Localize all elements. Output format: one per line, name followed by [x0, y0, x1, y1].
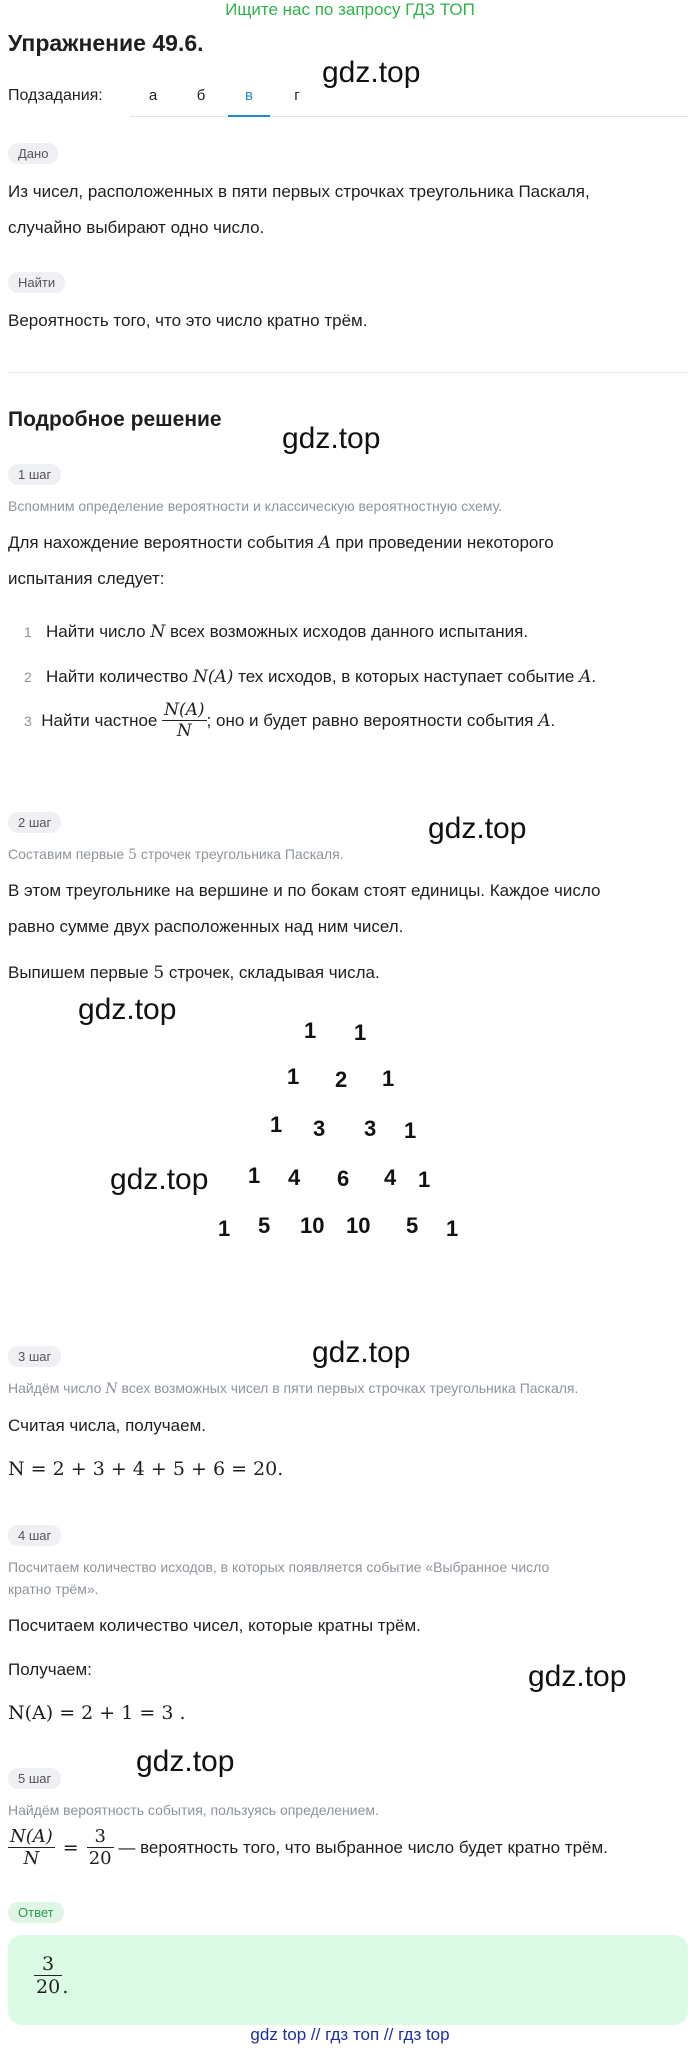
find-badge: Найти	[8, 272, 65, 293]
triangle-number: 5	[406, 1213, 419, 1238]
step4-badge: 4 шаг	[8, 1525, 61, 1546]
step4-hint-1: Посчитаем количество исходов, в которых появляется событие «Выбранное число	[8, 1559, 550, 1575]
tab-a[interactable]: а	[148, 87, 158, 104]
step4-hint-2: кратно трём».	[8, 1581, 99, 1597]
watermark: gdz.top	[282, 422, 381, 455]
triangle-number: 1	[270, 1112, 283, 1137]
triangle-number: 1	[248, 1163, 261, 1188]
fraction: $\frac{3}{20}$	[36, 1953, 61, 1998]
triangle-number: 1	[382, 1066, 395, 1091]
step2-line-3: Выпишем первые 5 строчек, складывая числа.	[8, 963, 380, 983]
step1-line-2: испытания следует:	[8, 569, 165, 588]
step3-badge: 3 шаг	[8, 1346, 61, 1367]
triangle-number: 5	[258, 1213, 271, 1238]
tab-v[interactable]: в	[228, 87, 270, 117]
triangle-number: 10	[300, 1213, 325, 1238]
step4-line-2: Получаем:	[8, 1660, 92, 1679]
step5-result: $\frac{N(A)}{N}$ = $\frac{3}{20}$ — вероятность того, что выбранное число будет кратно трём.	[10, 1826, 608, 1869]
step4-formula: N(A) = 2 + 1 = 3 .	[8, 1702, 186, 1724]
footer-links[interactable]: gdz top // гдз топ // гдз top	[250, 2025, 450, 2044]
watermark: gdz.top	[428, 812, 527, 845]
step2-hint: Составим первые 5 строчек треугольника Паскаля.	[8, 846, 344, 863]
subtasks-tabs	[130, 78, 688, 117]
triangle-number: 10	[346, 1213, 371, 1238]
solution-title: Подробное решение	[8, 408, 222, 431]
triangle-number: 1	[218, 1216, 231, 1241]
step2-line-1: В этом треугольнике на вершине и по бокам стоят единицы. Каждое число	[8, 881, 601, 900]
triangle-number: 1	[287, 1064, 300, 1089]
step2-line-2: равно сумме двух расположенных над ним чисел.	[8, 917, 404, 936]
triangle-number: 3	[313, 1116, 326, 1141]
step5-badge: 5 шаг	[8, 1768, 61, 1789]
triangle-number: 4	[288, 1165, 301, 1190]
tab-b[interactable]: б	[196, 87, 206, 104]
step5-hint: Найдём вероятность события, пользуясь определением.	[8, 1802, 379, 1818]
step1-hint: Вспомним определение вероятности и классическую вероятностную схему.	[8, 498, 503, 514]
watermark: gdz.top	[110, 1163, 209, 1196]
given-line-1: Из чисел, расположенных в пяти первых строчках треугольника Паскаля,	[8, 182, 590, 201]
step1-line-1: Для нахождение вероятности события A при проведении некоторого	[8, 533, 554, 553]
tab-g[interactable]: г	[294, 87, 300, 104]
answer-badge: Ответ	[8, 1902, 64, 1923]
step2-badge: 2 шаг	[8, 812, 61, 833]
step4-line-1: Посчитаем количество чисел, которые кратны трём.	[8, 1616, 421, 1635]
fraction: $\frac{3}{20}$	[88, 1826, 112, 1869]
promo-banner[interactable]: Ищите нас по запросу ГДЗ ТОП	[225, 0, 475, 19]
triangle-number: 1	[404, 1118, 417, 1143]
given-badge: Дано	[8, 143, 58, 164]
triangle-number: 1	[418, 1167, 431, 1192]
watermark: gdz.top	[78, 993, 177, 1026]
list-item: 2 Найти количество N(A) тех исходов, в которых наступает событие A.	[24, 667, 597, 687]
step1-badge: 1 шаг	[8, 464, 61, 485]
watermark: gdz.top	[528, 1660, 627, 1693]
triangle-number: 1	[354, 1020, 367, 1045]
fraction: $\frac{N(A)}{N}$	[164, 700, 205, 741]
answer-box: $\frac{3}{20}$ .	[8, 1935, 688, 2025]
list-item: 1 Найти число N всех возможных исходов данного испытания.	[24, 622, 529, 642]
watermark: gdz.top	[136, 1745, 235, 1778]
page-title: Упражнение 49.6.	[8, 30, 204, 56]
triangle-number: 2	[335, 1067, 348, 1092]
triangle-number: 4	[384, 1165, 397, 1190]
divider	[8, 372, 688, 373]
triangle-number: 6	[337, 1166, 350, 1191]
find-text: Вероятность того, что это число кратно трём.	[8, 311, 368, 330]
watermark: gdz.top	[312, 1336, 411, 1369]
watermark: gdz.top	[322, 56, 421, 89]
triangle-number: 1	[446, 1216, 459, 1241]
fraction: $\frac{N(A)}{N}$	[10, 1826, 53, 1869]
step3-line-1: Считая числа, получаем.	[8, 1416, 206, 1435]
step3-hint: Найдём число N всех возможных чисел в пяти первых строчках треугольника Паскаля.	[8, 1380, 579, 1397]
given-line-2: случайно выбирают одно число.	[8, 218, 265, 237]
triangle-number: 3	[364, 1116, 377, 1141]
list-item: 3 Найти частное $\frac{N(A)}{N}$ ; оно и будет равно вероятности события A .	[24, 700, 556, 741]
triangle-number: 1	[304, 1018, 317, 1043]
step3-formula: N = 2 + 3 + 4 + 5 + 6 = 20.	[8, 1458, 284, 1480]
subtasks-label: Подзадания:	[8, 87, 103, 104]
